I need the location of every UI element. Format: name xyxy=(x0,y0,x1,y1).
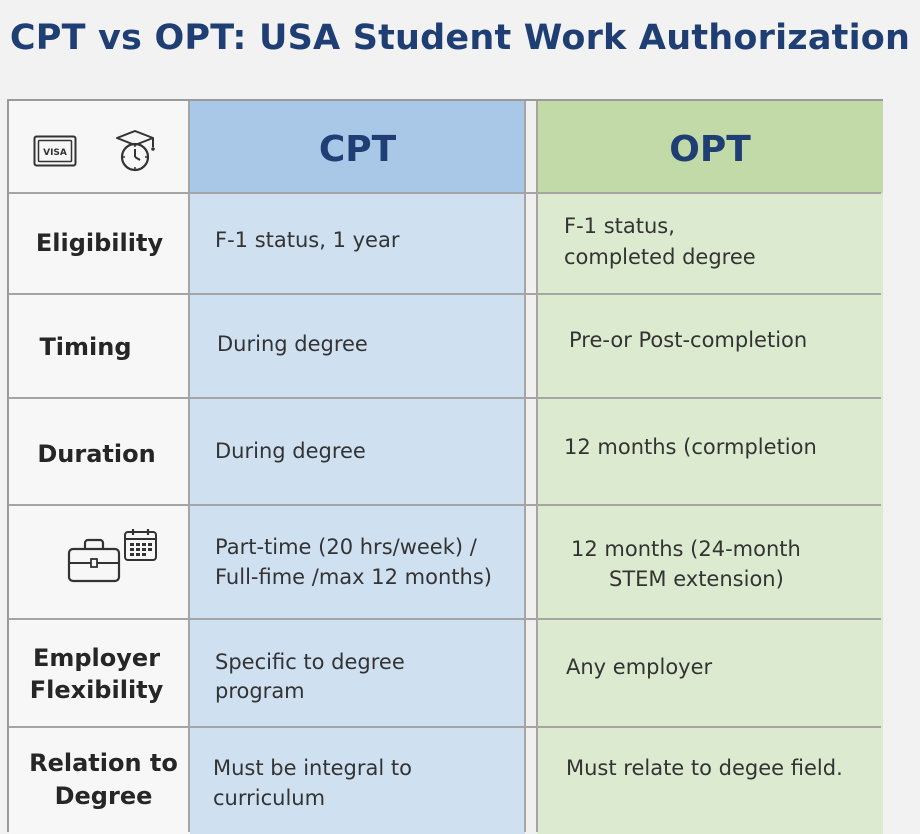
cpt-work-hours-line1: Part-time (20 hrs/week) / xyxy=(215,535,477,559)
row-divider xyxy=(9,726,881,728)
cpt-eligibility: F-1 status, 1 year xyxy=(215,228,400,252)
row-divider xyxy=(9,192,881,194)
cpt-column xyxy=(190,101,525,834)
graduation-clock-icon xyxy=(111,129,159,173)
cpt-employer-line2: program xyxy=(215,679,305,703)
cpt-header xyxy=(190,101,525,193)
cpt-employer-line1: Specific to degree xyxy=(215,650,405,674)
row-label-employer-line2: Flexibility xyxy=(29,676,164,704)
cpt-header-text: CPT xyxy=(318,129,397,170)
opt-work-hours-line2: STEM extension) xyxy=(609,567,784,591)
page-title: CPT vs OPT: USA Student Work Authorization xyxy=(9,18,911,58)
row-label-eligibility: Eligibility xyxy=(35,229,164,257)
briefcase-icon xyxy=(67,537,123,583)
opt-duration: 12 months (cormpletion xyxy=(564,435,817,459)
opt-eligibility-line2: completed degree xyxy=(564,245,756,269)
opt-work-hours-line1: 12 months (24-month xyxy=(571,537,801,561)
row-label-timing: Timing xyxy=(39,333,132,361)
divider-gap-opt xyxy=(536,101,538,832)
cpt-timing: During degree xyxy=(217,332,368,356)
row-label-relation-line2: Degree xyxy=(54,782,153,810)
row-label-relation-line1: Relation to xyxy=(29,749,178,777)
opt-header-text: OPT xyxy=(669,129,751,170)
opt-relation: Must relate to degee field. xyxy=(566,756,843,780)
visa-text: VISA xyxy=(43,148,67,158)
row-divider xyxy=(9,504,881,506)
cpt-work-hours-line2: Full-fime /max 12 months) xyxy=(215,565,492,589)
cpt-relation-line1: Must be integral to xyxy=(213,756,412,780)
row-label-duration: Duration xyxy=(37,440,156,468)
opt-eligibility-line1: F-1 status, xyxy=(564,214,675,238)
cpt-relation-line2: curriculum xyxy=(213,786,326,810)
opt-employer: Any employer xyxy=(566,655,713,679)
opt-header xyxy=(537,101,883,193)
row-divider xyxy=(9,397,881,399)
cpt-duration: During degree xyxy=(215,439,366,463)
divider-cpt-gap xyxy=(524,101,526,832)
row-divider xyxy=(9,293,881,295)
row-label-employer-line1: Employer xyxy=(32,644,161,672)
divider-label-cpt xyxy=(188,101,190,832)
visa-card-icon xyxy=(33,135,77,167)
calendar-icon xyxy=(123,527,159,563)
opt-timing: Pre-or Post-completion xyxy=(569,328,808,352)
row-divider xyxy=(9,618,881,620)
comparison-table xyxy=(7,99,883,832)
opt-column xyxy=(537,101,883,834)
